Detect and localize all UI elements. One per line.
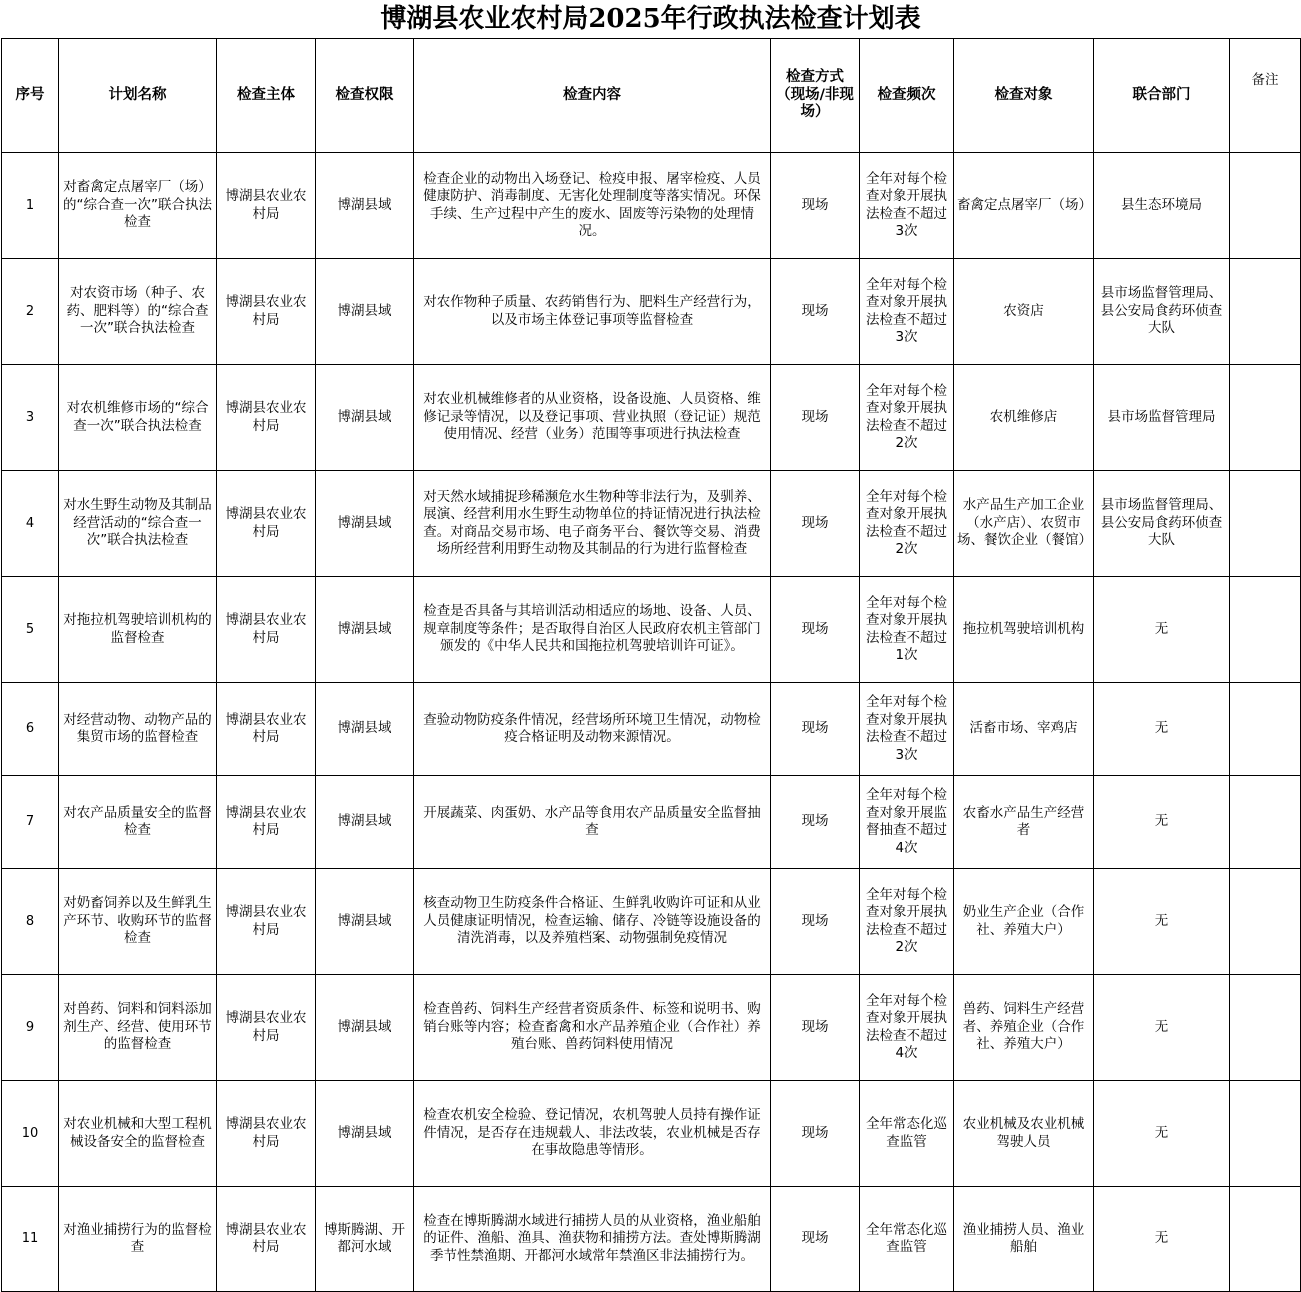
cell-subject: 博湖县农业农村局 xyxy=(217,577,316,683)
cell-method: 现场 xyxy=(771,153,860,259)
cell-authority: 博湖县域 xyxy=(316,1081,414,1187)
header-plan-name: 计划名称 xyxy=(59,39,217,153)
cell-plan-name: 对农资市场（种子、农药、肥料等）的“综合查一次”联合执法检查 xyxy=(59,259,217,365)
cell-frequency: 全年常态化巡查监管 xyxy=(860,1081,954,1187)
cell-index: 9 xyxy=(2,975,59,1081)
cell-subject: 博湖县农业农村局 xyxy=(217,1081,316,1187)
table-row xyxy=(2,869,1301,975)
cell-note xyxy=(1230,365,1301,471)
cell-authority: 博斯腾湖、开都河水域 xyxy=(316,1187,414,1292)
cell-authority: 博湖县域 xyxy=(316,471,414,577)
cell-method: 现场 xyxy=(771,683,860,776)
cell-method: 现场 xyxy=(771,1187,860,1292)
cell-joint-dept: 无 xyxy=(1094,1081,1230,1187)
cell-joint-dept: 县市场监督管理局 xyxy=(1094,365,1230,471)
cell-frequency: 全年对每个检查对象开展执法检查不超过3次 xyxy=(860,153,954,259)
cell-note xyxy=(1230,975,1301,1081)
table-row xyxy=(2,1081,1301,1187)
table-row xyxy=(2,683,1301,776)
cell-index: 5 xyxy=(2,577,59,683)
cell-note xyxy=(1230,577,1301,683)
cell-target: 奶业生产企业（合作社、养殖大户） xyxy=(954,869,1094,975)
cell-plan-name: 对水生野生动物及其制品经营活动的“综合查一次”联合执法检查 xyxy=(59,471,217,577)
cell-joint-dept: 县市场监督管理局、县公安局食药环侦查大队 xyxy=(1094,471,1230,577)
cell-frequency: 全年对每个检查对象开展执法检查不超过1次 xyxy=(860,577,954,683)
cell-method: 现场 xyxy=(771,776,860,869)
cell-target: 农畜水产品生产经营者 xyxy=(954,776,1094,869)
cell-joint-dept: 无 xyxy=(1094,776,1230,869)
cell-plan-name: 对奶畜饲养以及生鲜乳生产环节、收购环节的监督检查 xyxy=(59,869,217,975)
cell-note xyxy=(1230,683,1301,776)
header-note: 备注 xyxy=(1230,39,1301,153)
cell-note xyxy=(1230,153,1301,259)
cell-method: 现场 xyxy=(771,259,860,365)
cell-note xyxy=(1230,471,1301,577)
cell-frequency: 全年对每个检查对象开展执法检查不超过3次 xyxy=(860,259,954,365)
cell-plan-name: 对兽药、饲料和饲料添加剂生产、经营、使用环节的监督检查 xyxy=(59,975,217,1081)
cell-note xyxy=(1230,869,1301,975)
cell-content: 检查农机安全检验、登记情况，农机驾驶人员持有操作证件情况，是否存在违规载人、非法改装，农业机械是否存在事故隐患等情形。 xyxy=(414,1081,771,1187)
cell-plan-name: 对农机维修市场的“综合查一次”联合执法检查 xyxy=(59,365,217,471)
cell-target: 水产品生产加工企业（水产店）、农贸市场、餐饮企业（餐馆） xyxy=(954,471,1094,577)
cell-subject: 博湖县农业农村局 xyxy=(217,975,316,1081)
cell-target: 农机维修店 xyxy=(954,365,1094,471)
page-title: 博湖县农业农村局2025年行政执法检查计划表 xyxy=(380,4,921,34)
table-row xyxy=(2,776,1301,869)
cell-joint-dept: 县生态环境局 xyxy=(1094,153,1230,259)
cell-subject: 博湖县农业农村局 xyxy=(217,259,316,365)
cell-subject: 博湖县农业农村局 xyxy=(217,365,316,471)
cell-content: 对农作物种子质量、农药销售行为、肥料生产经营行为，以及市场主体登记事项等监督检查 xyxy=(414,259,771,365)
cell-frequency: 全年常态化巡查监管 xyxy=(860,1187,954,1292)
cell-frequency: 全年对每个检查对象开展执法检查不超过4次 xyxy=(860,975,954,1081)
inspection-plan-table xyxy=(1,38,1301,1292)
cell-authority: 博湖县域 xyxy=(316,365,414,471)
cell-method: 现场 xyxy=(771,869,860,975)
cell-authority: 博湖县域 xyxy=(316,776,414,869)
cell-plan-name: 对畜禽定点屠宰厂（场）的“综合查一次”联合执法检查 xyxy=(59,153,217,259)
cell-index: 8 xyxy=(2,869,59,975)
cell-content: 开展蔬菜、肉蛋奶、水产品等食用农产品质量安全监督抽查 xyxy=(414,776,771,869)
cell-joint-dept: 无 xyxy=(1094,683,1230,776)
table-row xyxy=(2,471,1301,577)
cell-subject: 博湖县农业农村局 xyxy=(217,683,316,776)
cell-subject: 博湖县农业农村局 xyxy=(217,869,316,975)
cell-authority: 博湖县域 xyxy=(316,259,414,365)
cell-joint-dept: 无 xyxy=(1094,975,1230,1081)
header-frequency: 检查频次 xyxy=(860,39,954,153)
cell-authority: 博湖县域 xyxy=(316,975,414,1081)
cell-subject: 博湖县农业农村局 xyxy=(217,153,316,259)
cell-joint-dept: 无 xyxy=(1094,577,1230,683)
cell-note xyxy=(1230,259,1301,365)
cell-content: 检查兽药、饲料生产经营者资质条件、标签和说明书、购销台账等内容；检查畜禽和水产品养殖企业（合作社）养殖台账、兽药饲料使用情况 xyxy=(414,975,771,1081)
cell-plan-name: 对经营动物、动物产品的集贸市场的监督检查 xyxy=(59,683,217,776)
cell-authority: 博湖县域 xyxy=(316,577,414,683)
cell-content: 对农业机械维修者的从业资格，设备设施、人员资格、维修记录等情况，以及登记事项、营业执照（登记证）规范使用情况、经营（业务）范围等事项进行执法检查 xyxy=(414,365,771,471)
cell-index: 7 xyxy=(2,776,59,869)
cell-plan-name: 对拖拉机驾驶培训机构的监督检查 xyxy=(59,577,217,683)
cell-index: 3 xyxy=(2,365,59,471)
header-index: 序号 xyxy=(2,39,59,153)
cell-method: 现场 xyxy=(771,471,860,577)
cell-target: 农业机械及农业机械驾驶人员 xyxy=(954,1081,1094,1187)
cell-method: 现场 xyxy=(771,1081,860,1187)
cell-method: 现场 xyxy=(771,365,860,471)
cell-target: 兽药、饲料生产经营者、养殖企业（合作社、养殖大户） xyxy=(954,975,1094,1081)
cell-content: 核查动物卫生防疫条件合格证、生鲜乳收购许可证和从业人员健康证明情况，检查运输、储存、冷链等设施设备的清洗消毒，以及养殖档案、动物强制免疫情况 xyxy=(414,869,771,975)
cell-index: 6 xyxy=(2,683,59,776)
cell-target: 畜禽定点屠宰厂（场） xyxy=(954,153,1094,259)
cell-authority: 博湖县域 xyxy=(316,683,414,776)
table-row xyxy=(2,577,1301,683)
cell-index: 2 xyxy=(2,259,59,365)
cell-content: 检查企业的动物出入场登记、检疫申报、屠宰检疫、人员健康防护、消毒制度、无害化处理制度等落实情况。环保手续、生产过程中产生的废水、固废等污染物的处理情况。 xyxy=(414,153,771,259)
header-target: 检查对象 xyxy=(954,39,1094,153)
header-method: 检查方式（现场/非现场） xyxy=(771,39,860,153)
cell-authority: 博湖县域 xyxy=(316,869,414,975)
cell-joint-dept: 无 xyxy=(1094,1187,1230,1292)
cell-frequency: 全年对每个检查对象开展执法检查不超过2次 xyxy=(860,471,954,577)
cell-index: 11 xyxy=(2,1187,59,1292)
table-header-row xyxy=(2,39,1301,153)
cell-plan-name: 对农业机械和大型工程机械设备安全的监督检查 xyxy=(59,1081,217,1187)
header-authority: 检查权限 xyxy=(316,39,414,153)
header-subject: 检查主体 xyxy=(217,39,316,153)
table-row xyxy=(2,365,1301,471)
cell-plan-name: 对农产品质量安全的监督检查 xyxy=(59,776,217,869)
cell-index: 1 xyxy=(2,153,59,259)
cell-content: 对天然水域捕捉珍稀濒危水生物种等非法行为，及驯养、展演、经营利用水生野生动物单位的持证情况进行执法检查。对商品交易市场、电子商务平台、餐饮等交易、消费场所经营利用野生动物及其制品的行为进行监督检查 xyxy=(414,471,771,577)
cell-subject: 博湖县农业农村局 xyxy=(217,471,316,577)
table-row xyxy=(2,259,1301,365)
cell-joint-dept: 无 xyxy=(1094,869,1230,975)
cell-subject: 博湖县农业农村局 xyxy=(217,1187,316,1292)
cell-subject: 博湖县农业农村局 xyxy=(217,776,316,869)
header-joint-dept: 联合部门 xyxy=(1094,39,1230,153)
cell-frequency: 全年对每个检查对象开展执法检查不超过2次 xyxy=(860,869,954,975)
cell-plan-name: 对渔业捕捞行为的监督检查 xyxy=(59,1187,217,1292)
cell-target: 渔业捕捞人员、渔业船舶 xyxy=(954,1187,1094,1292)
cell-index: 10 xyxy=(2,1081,59,1187)
cell-note xyxy=(1230,776,1301,869)
table-row xyxy=(2,975,1301,1081)
header-content: 检查内容 xyxy=(414,39,771,153)
cell-frequency: 全年对每个检查对象开展执法检查不超过2次 xyxy=(860,365,954,471)
cell-frequency: 全年对每个检查对象开展执法检查不超过3次 xyxy=(860,683,954,776)
cell-content: 检查是否具备与其培训活动相适应的场地、设备、人员、规章制度等条件；是否取得自治区人民政府农机主管部门颁发的《中华人民共和国拖拉机驾驶培训许可证》。 xyxy=(414,577,771,683)
cell-method: 现场 xyxy=(771,577,860,683)
cell-target: 活畜市场、宰鸡店 xyxy=(954,683,1094,776)
cell-method: 现场 xyxy=(771,975,860,1081)
table-row xyxy=(2,153,1301,259)
cell-content: 检查在博斯腾湖水域进行捕捞人员的从业资格，渔业船舶的证件、渔船、渔具、渔获物和捕捞方法。查处博斯腾湖季节性禁渔期、开都河水域常年禁渔区非法捕捞行为。 xyxy=(414,1187,771,1292)
cell-joint-dept: 县市场监督管理局、县公安局食药环侦查大队 xyxy=(1094,259,1230,365)
cell-note xyxy=(1230,1081,1301,1187)
table-row xyxy=(2,1187,1301,1292)
cell-index: 4 xyxy=(2,471,59,577)
cell-authority: 博湖县域 xyxy=(316,153,414,259)
cell-content: 查验动物防疫条件情况，经营场所环境卫生情况，动物检疫合格证明及动物来源情况。 xyxy=(414,683,771,776)
cell-target: 拖拉机驾驶培训机构 xyxy=(954,577,1094,683)
cell-frequency: 全年对每个检查对象开展监督抽查不超过4次 xyxy=(860,776,954,869)
cell-note xyxy=(1230,1187,1301,1292)
cell-target: 农资店 xyxy=(954,259,1094,365)
